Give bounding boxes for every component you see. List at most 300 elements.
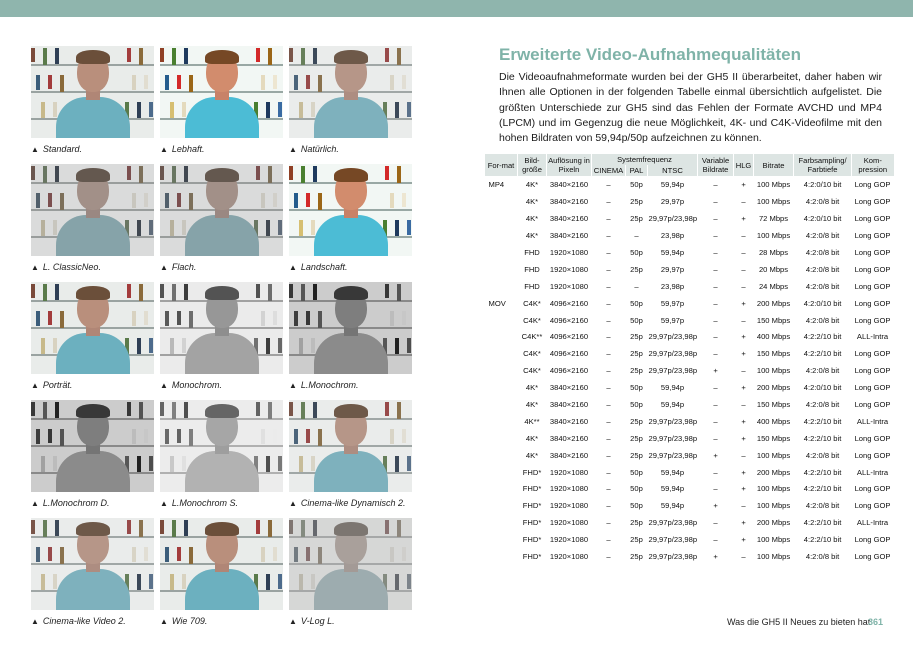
table-cell: 1920×1080 xyxy=(547,261,592,278)
section-heading: Erweiterte Video-Aufnahmequalitäten xyxy=(499,45,801,64)
table-cell: C4K** xyxy=(518,329,547,346)
table-cell: 1920×1080 xyxy=(547,464,592,481)
table-cell: 100 Mbps xyxy=(754,227,794,244)
top-color-bar xyxy=(0,0,913,17)
table-cell: 25p xyxy=(626,210,648,227)
table-cell: 3840×2160 xyxy=(547,210,592,227)
table-cell: Long GOP xyxy=(852,261,894,278)
table-cell: 50p xyxy=(626,396,648,413)
portrait-photo xyxy=(289,46,412,138)
table-cell: 3840×2160 xyxy=(547,447,592,464)
table-cell xyxy=(485,329,518,346)
video-format-table xyxy=(484,154,894,564)
header-compression: Kom-pression xyxy=(852,154,894,177)
table-row xyxy=(485,193,894,210)
table-row xyxy=(485,210,894,227)
header-pal: PAL xyxy=(626,165,648,177)
table-cell xyxy=(485,193,518,210)
table-cell: C4K* xyxy=(518,345,547,362)
table-cell: – xyxy=(698,413,734,430)
table-row xyxy=(485,481,894,498)
table-cell: – xyxy=(698,345,734,362)
table-cell xyxy=(485,227,518,244)
table-cell: Long GOP xyxy=(852,210,894,227)
triangle-marker-icon: ▲ xyxy=(160,499,168,508)
portrait-photo xyxy=(31,518,154,610)
table-cell: + xyxy=(734,514,754,531)
caption-label: Wie 709. xyxy=(171,616,208,626)
table-cell: 4:2:2/10 bit xyxy=(794,345,852,362)
table-cell: ALL-Intra xyxy=(852,514,894,531)
table-cell: 25p xyxy=(626,362,648,379)
table-cell xyxy=(485,514,518,531)
table-cell xyxy=(485,497,518,514)
table-cell: 1920×1080 xyxy=(547,514,592,531)
table-cell: FHD* xyxy=(518,464,547,481)
table-cell: 25p xyxy=(626,430,648,447)
table-cell: 4K* xyxy=(518,210,547,227)
table-cell: MP4 xyxy=(485,177,518,194)
table-cell: + xyxy=(734,413,754,430)
table-cell: – xyxy=(592,514,626,531)
table-cell: + xyxy=(734,430,754,447)
photo-caption xyxy=(160,380,222,390)
table-cell: 29,97p/23,98p xyxy=(648,210,698,227)
table-cell: FHD xyxy=(518,278,547,295)
table-row xyxy=(485,379,894,396)
table-cell: 4K* xyxy=(518,379,547,396)
table-cell: 29,97p/23,98p xyxy=(648,531,698,548)
table-row xyxy=(485,312,894,329)
table-cell: 24 Mbps xyxy=(754,278,794,295)
table-cell: 100 Mbps xyxy=(754,497,794,514)
table-cell: 200 Mbps xyxy=(754,379,794,396)
table-cell: Long GOP xyxy=(852,379,894,396)
table-cell: FHD xyxy=(518,244,547,261)
photo-caption xyxy=(289,498,405,508)
caption-label: Flach. xyxy=(171,262,197,272)
table-cell: 25p xyxy=(626,514,648,531)
table-cell: 4:2:0/8 bit xyxy=(794,548,852,564)
header-variable-framerate: Variable Bildrate xyxy=(698,154,734,177)
caption-label: L.Monochrom. xyxy=(300,380,359,390)
table-cell: 59,94p xyxy=(648,481,698,498)
table-cell: – xyxy=(698,278,734,295)
table-cell xyxy=(485,396,518,413)
table-cell: – xyxy=(592,295,626,312)
table-cell: MOV xyxy=(485,295,518,312)
table-cell: Long GOP xyxy=(852,278,894,295)
table-cell: – xyxy=(734,227,754,244)
table-cell: – xyxy=(734,261,754,278)
table-cell: – xyxy=(698,177,734,194)
table-cell: Long GOP xyxy=(852,227,894,244)
table-cell: 50p xyxy=(626,295,648,312)
portrait-photo xyxy=(31,164,154,256)
triangle-marker-icon: ▲ xyxy=(31,617,39,626)
header-format: For-mat xyxy=(485,154,518,177)
table-row xyxy=(485,514,894,531)
table-cell: – xyxy=(592,481,626,498)
portrait-photo xyxy=(160,164,283,256)
table-cell: 25p xyxy=(626,193,648,210)
table-cell: – xyxy=(698,514,734,531)
table-cell: 4:2:0/8 bit xyxy=(794,362,852,379)
photo-caption xyxy=(31,144,82,154)
table-cell: – xyxy=(592,430,626,447)
table-cell: 3840×2160 xyxy=(547,413,592,430)
table-cell: 50p xyxy=(626,244,648,261)
table-cell: – xyxy=(592,193,626,210)
table-cell: – xyxy=(592,261,626,278)
table-cell: – xyxy=(592,278,626,295)
caption-label: Lebhaft. xyxy=(171,144,205,154)
table-cell: 4096×2160 xyxy=(547,362,592,379)
table-cell: 4K* xyxy=(518,396,547,413)
caption-label: Landschaft. xyxy=(300,262,348,272)
table-cell: Long GOP xyxy=(852,481,894,498)
table-cell: – xyxy=(592,329,626,346)
table-cell: 1920×1080 xyxy=(547,531,592,548)
table-cell: – xyxy=(698,210,734,227)
table-cell: 100 Mbps xyxy=(754,193,794,210)
photo-caption xyxy=(289,262,347,272)
table-cell xyxy=(485,345,518,362)
header-bitrate: Bitrate xyxy=(754,154,794,177)
photo-caption xyxy=(31,262,101,272)
portrait-photo xyxy=(289,282,412,374)
table-cell: 4:2:0/10 bit xyxy=(794,295,852,312)
table-cell: – xyxy=(592,531,626,548)
table-cell: 1920×1080 xyxy=(547,278,592,295)
table-cell: 29,97p/23,98p xyxy=(648,362,698,379)
table-cell: Long GOP xyxy=(852,177,894,194)
table-cell: + xyxy=(698,362,734,379)
table-cell: 50p xyxy=(626,497,648,514)
table-cell xyxy=(485,210,518,227)
table-cell: – xyxy=(734,548,754,564)
table-cell: + xyxy=(734,210,754,227)
triangle-marker-icon: ▲ xyxy=(31,263,39,272)
table-cell: 28 Mbps xyxy=(754,244,794,261)
table-cell: 4:2:0/10 bit xyxy=(794,379,852,396)
table-cell xyxy=(485,481,518,498)
table-cell xyxy=(485,531,518,548)
table-cell: 29,97p/23,98p xyxy=(648,514,698,531)
table-cell: – xyxy=(698,396,734,413)
table-cell: C4K* xyxy=(518,362,547,379)
table-cell: 25p xyxy=(626,531,648,548)
table-cell: + xyxy=(734,177,754,194)
table-row xyxy=(485,177,894,194)
table-cell: 100 Mbps xyxy=(754,548,794,564)
table-cell: 59,94p xyxy=(648,497,698,514)
table-cell: 150 Mbps xyxy=(754,312,794,329)
table-row xyxy=(485,464,894,481)
portrait-photo xyxy=(31,46,154,138)
triangle-marker-icon: ▲ xyxy=(160,617,168,626)
table-cell: 100 Mbps xyxy=(754,177,794,194)
table-cell: – xyxy=(734,244,754,261)
table-cell: 100 Mbps xyxy=(754,531,794,548)
table-cell: 72 Mbps xyxy=(754,210,794,227)
table-cell: 4:2:0/8 bit xyxy=(794,278,852,295)
table-cell: FHD* xyxy=(518,481,547,498)
table-cell xyxy=(485,278,518,295)
table-cell: 1920×1080 xyxy=(547,244,592,261)
portrait-photo xyxy=(289,164,412,256)
table-cell: – xyxy=(592,464,626,481)
table-cell: 59,94p xyxy=(648,244,698,261)
table-cell: 4:2:0/8 bit xyxy=(794,447,852,464)
table-row xyxy=(485,396,894,413)
table-cell: 50p xyxy=(626,312,648,329)
table-cell: + xyxy=(698,497,734,514)
table-cell: 59,94p xyxy=(648,396,698,413)
table-cell xyxy=(485,261,518,278)
table-header-row xyxy=(485,154,894,165)
table-cell: FHD xyxy=(518,261,547,278)
table-cell: 200 Mbps xyxy=(754,514,794,531)
table-cell: – xyxy=(592,244,626,261)
table-cell: 29,97p xyxy=(648,193,698,210)
table-cell: 4:2:0/8 bit xyxy=(794,261,852,278)
caption-label: Porträt. xyxy=(42,380,73,390)
triangle-marker-icon: ▲ xyxy=(160,381,168,390)
table-cell: – xyxy=(734,396,754,413)
table-cell: 59,94p xyxy=(648,177,698,194)
table-cell: – xyxy=(592,227,626,244)
table-cell: 59,94p xyxy=(648,379,698,396)
table-cell: – xyxy=(734,447,754,464)
table-cell: – xyxy=(698,227,734,244)
triangle-marker-icon: ▲ xyxy=(289,145,297,154)
table-cell: Long GOP xyxy=(852,193,894,210)
triangle-marker-icon: ▲ xyxy=(289,499,297,508)
table-cell: – xyxy=(592,379,626,396)
table-cell xyxy=(485,548,518,564)
triangle-marker-icon: ▲ xyxy=(289,263,297,272)
table-cell: Long GOP xyxy=(852,362,894,379)
photo-caption xyxy=(160,616,207,626)
table-cell: – xyxy=(698,481,734,498)
triangle-marker-icon: ▲ xyxy=(31,145,39,154)
table-cell xyxy=(485,244,518,261)
table-cell: 50p xyxy=(626,464,648,481)
table-cell: 4:2:2/10 bit xyxy=(794,430,852,447)
table-cell: 3840×2160 xyxy=(547,193,592,210)
photo-caption xyxy=(160,144,204,154)
header-cinema: CINEMA xyxy=(592,165,626,177)
header-color-sampling: Farbsampling/ Farbtiefe xyxy=(794,154,852,177)
table-cell: 1920×1080 xyxy=(547,497,592,514)
photo-caption xyxy=(289,144,339,154)
table-cell: 1920×1080 xyxy=(547,481,592,498)
table-cell: 4:2:2/10 bit xyxy=(794,464,852,481)
table-cell: 4:2:2/10 bit xyxy=(794,329,852,346)
table-row xyxy=(485,497,894,514)
table-cell: Long GOP xyxy=(852,497,894,514)
table-cell: 23,98p xyxy=(648,227,698,244)
table-cell: – xyxy=(592,396,626,413)
table-cell: 200 Mbps xyxy=(754,464,794,481)
photo-caption xyxy=(289,616,335,626)
header-resolution: Auflösung in Pixeln xyxy=(547,154,592,177)
table-cell: 4096×2160 xyxy=(547,312,592,329)
table-row xyxy=(485,295,894,312)
table-cell: 4K* xyxy=(518,430,547,447)
table-cell: 4096×2160 xyxy=(547,295,592,312)
table-row xyxy=(485,362,894,379)
table-row xyxy=(485,531,894,548)
table-cell xyxy=(485,447,518,464)
table-row xyxy=(485,261,894,278)
table-cell: 25p xyxy=(626,413,648,430)
photo-caption xyxy=(160,262,196,272)
table-cell: – xyxy=(698,329,734,346)
header-size: Bild-größe xyxy=(518,154,547,177)
table-cell: – xyxy=(592,497,626,514)
table-cell: 4:2:0/8 bit xyxy=(794,193,852,210)
table-cell: Long GOP xyxy=(852,345,894,362)
table-cell: Long GOP xyxy=(852,548,894,564)
table-cell: 4K* xyxy=(518,193,547,210)
table-cell: 29,97p/23,98p xyxy=(648,430,698,447)
caption-label: L. ClassicNeo. xyxy=(42,262,101,272)
table-cell: 400 Mbps xyxy=(754,329,794,346)
table-cell: Long GOP xyxy=(852,447,894,464)
portrait-photo xyxy=(289,518,412,610)
table-row xyxy=(485,227,894,244)
triangle-marker-icon: ▲ xyxy=(289,617,297,626)
caption-label: V-Log L. xyxy=(300,616,335,626)
table-cell: 4:2:0/8 bit xyxy=(794,227,852,244)
table-cell: 100 Mbps xyxy=(754,362,794,379)
table-cell: FHD* xyxy=(518,514,547,531)
portrait-photo xyxy=(160,46,283,138)
table-cell: – xyxy=(592,447,626,464)
table-cell: – xyxy=(626,227,648,244)
table-cell: Long GOP xyxy=(852,531,894,548)
table-cell: Long GOP xyxy=(852,430,894,447)
table-cell: C4K* xyxy=(518,312,547,329)
table-cell: C4K* xyxy=(518,295,547,312)
table-cell: 4:2:2/10 bit xyxy=(794,413,852,430)
table-cell: 4096×2160 xyxy=(547,329,592,346)
header-ntsc: NTSC xyxy=(648,165,698,177)
table-cell: 3840×2160 xyxy=(547,430,592,447)
table-cell: ALL-Intra xyxy=(852,413,894,430)
table-cell: 100 Mbps xyxy=(754,447,794,464)
table-cell: – xyxy=(734,362,754,379)
table-cell: – xyxy=(592,312,626,329)
table-cell: – xyxy=(592,362,626,379)
table-cell: 4:2:0/8 bit xyxy=(794,497,852,514)
triangle-marker-icon: ▲ xyxy=(289,381,297,390)
table-cell: – xyxy=(734,312,754,329)
table-cell xyxy=(485,362,518,379)
table-cell: 29,97p xyxy=(648,261,698,278)
table-cell: 4:2:0/8 bit xyxy=(794,244,852,261)
table-cell: 59,97p xyxy=(648,295,698,312)
table-cell: 4:2:2/10 bit xyxy=(794,531,852,548)
table-cell: 150 Mbps xyxy=(754,396,794,413)
caption-label: L.Monochrom S. xyxy=(171,498,238,508)
table-cell: 25p xyxy=(626,345,648,362)
table-row xyxy=(485,413,894,430)
table-cell: 4:2:2/10 bit xyxy=(794,481,852,498)
table-cell: – xyxy=(698,312,734,329)
table-cell: + xyxy=(734,379,754,396)
table-cell: FHD* xyxy=(518,497,547,514)
table-cell: 1920×1080 xyxy=(547,548,592,564)
portrait-photo xyxy=(160,282,283,374)
table-cell: – xyxy=(698,531,734,548)
table-cell: 25p xyxy=(626,261,648,278)
table-cell: 29,97p/23,98p xyxy=(648,329,698,346)
table-cell: 4:2:2/10 bit xyxy=(794,514,852,531)
table-cell: 4:2:0/10 bit xyxy=(794,210,852,227)
table-cell: 29,97p/23,98p xyxy=(648,345,698,362)
table-cell: 4K* xyxy=(518,447,547,464)
table-cell xyxy=(485,413,518,430)
portrait-photo xyxy=(160,400,283,492)
table-cell: 100 Mbps xyxy=(754,481,794,498)
table-cell xyxy=(485,464,518,481)
table-cell: 4K** xyxy=(518,413,547,430)
table-cell: 3840×2160 xyxy=(547,227,592,244)
table-cell: FHD* xyxy=(518,548,547,564)
caption-label: Monochrom. xyxy=(171,380,222,390)
table-cell: + xyxy=(734,329,754,346)
table-cell: – xyxy=(592,177,626,194)
table-cell: – xyxy=(698,379,734,396)
table-cell: 59,94p xyxy=(648,464,698,481)
table-cell: + xyxy=(698,548,734,564)
table-row xyxy=(485,244,894,261)
portrait-photo xyxy=(160,518,283,610)
caption-label: Natürlich. xyxy=(300,144,339,154)
table-cell: 4:2:0/10 bit xyxy=(794,177,852,194)
table-cell: 4:2:0/8 bit xyxy=(794,396,852,413)
table-cell: 20 Mbps xyxy=(754,261,794,278)
table-cell: – xyxy=(698,430,734,447)
header-hlg: HLG xyxy=(734,154,754,177)
table-row xyxy=(485,548,894,564)
table-cell: 3840×2160 xyxy=(547,379,592,396)
table-cell: 4K* xyxy=(518,227,547,244)
table-cell xyxy=(485,312,518,329)
table-cell: 150 Mbps xyxy=(754,430,794,447)
caption-label: Standard. xyxy=(42,144,82,154)
photo-caption xyxy=(31,380,72,390)
portrait-photo xyxy=(31,400,154,492)
table-cell: + xyxy=(734,531,754,548)
table-cell: + xyxy=(698,447,734,464)
table-cell: + xyxy=(734,295,754,312)
table-cell: – xyxy=(698,261,734,278)
table-row xyxy=(485,430,894,447)
table-cell: 23,98p xyxy=(648,278,698,295)
table-cell: – xyxy=(626,278,648,295)
table-cell: 29,97p/23,98p xyxy=(648,447,698,464)
table-cell xyxy=(485,430,518,447)
table-cell: + xyxy=(734,481,754,498)
table-cell: Long GOP xyxy=(852,295,894,312)
table-cell: + xyxy=(734,464,754,481)
running-title: Was die GH5 II Neues zu bieten hat xyxy=(727,617,871,627)
table-cell: Long GOP xyxy=(852,396,894,413)
